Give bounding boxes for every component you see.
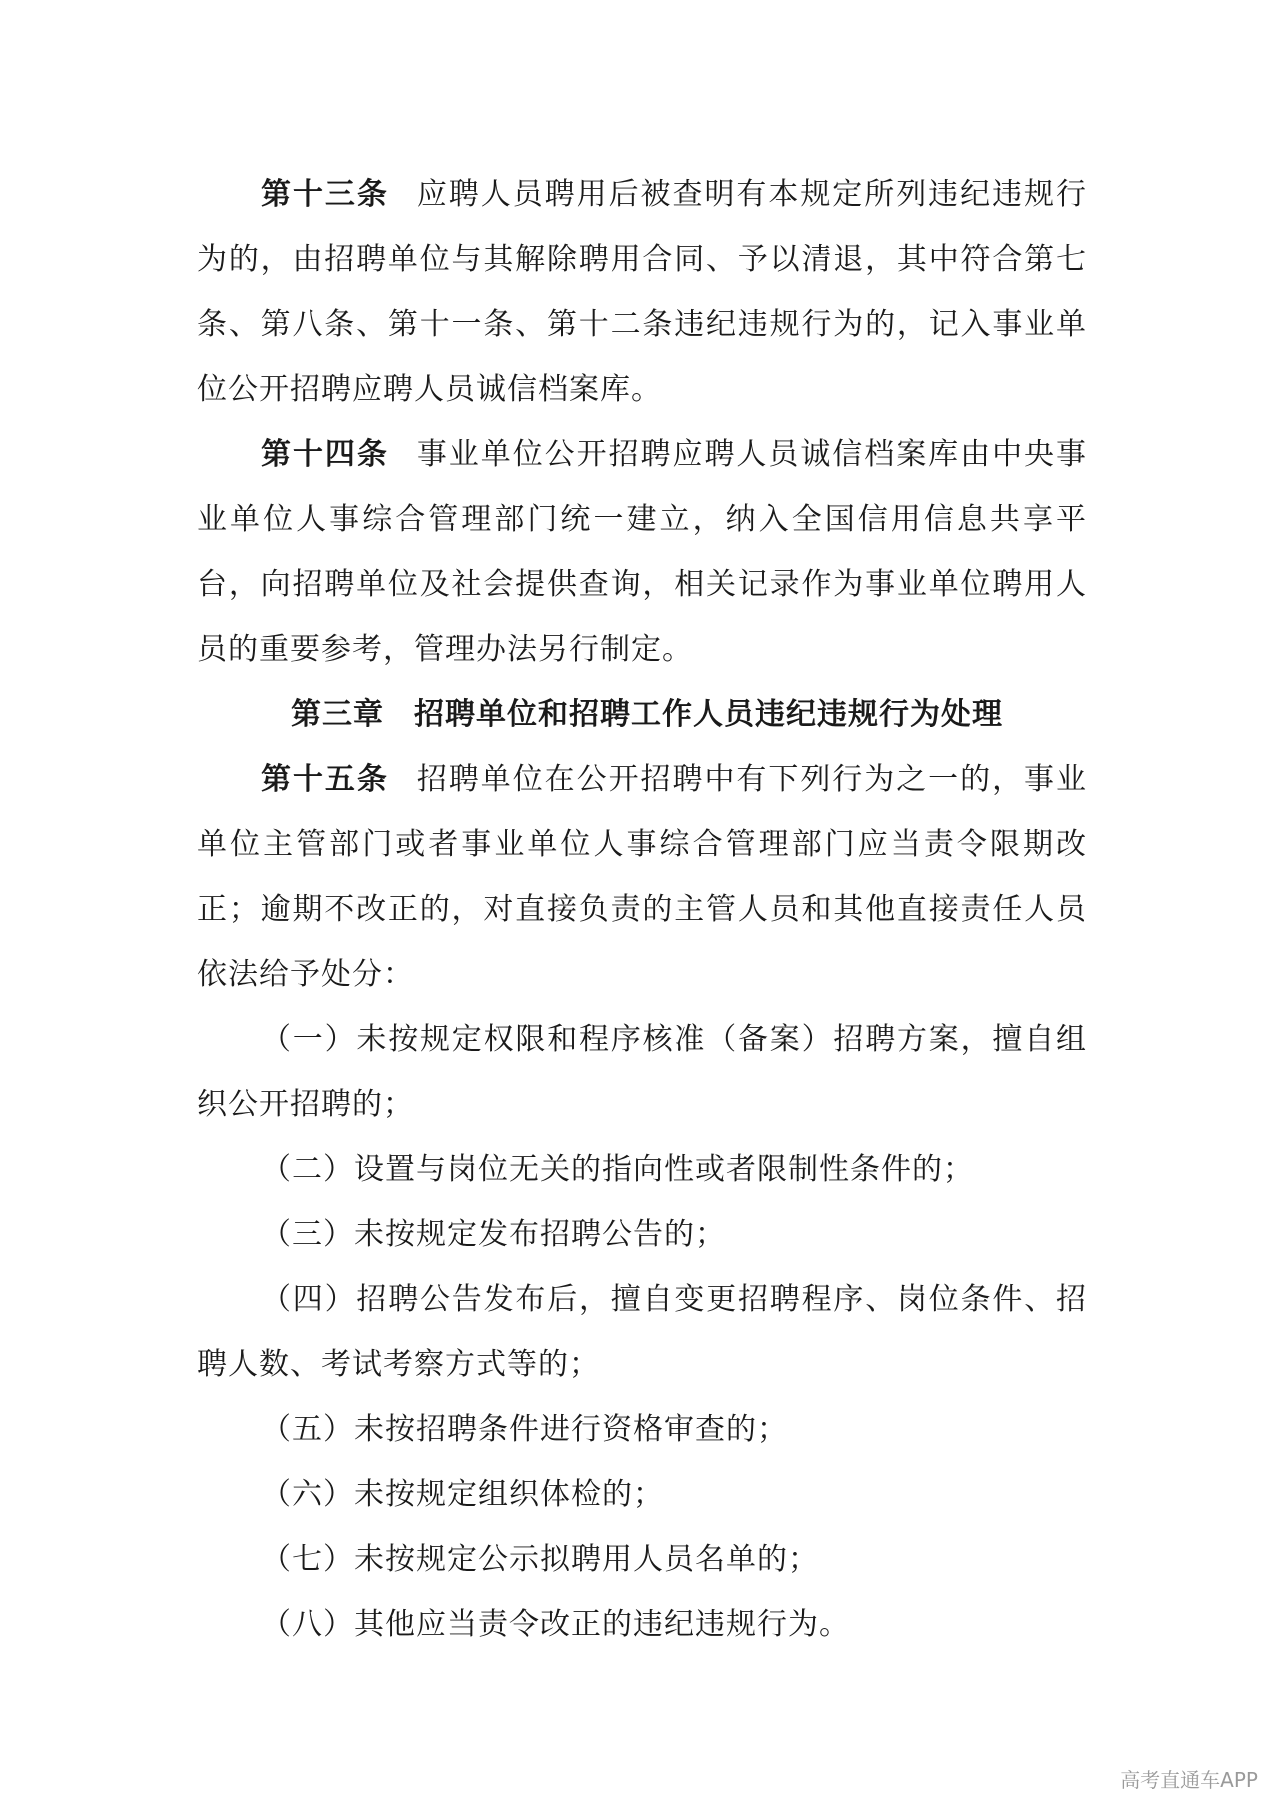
- watermark: 高考直通车APP: [1120, 1768, 1258, 1792]
- list-item: （五）未按招聘条件进行资格审查的；: [261, 1412, 788, 1447]
- chapter-3-number: 第三章: [291, 697, 384, 732]
- article-13-paragraph: [197, 162, 1087, 422]
- article-14-paragraph: [197, 422, 1087, 682]
- article-15-paragraph: [197, 747, 1087, 1007]
- article-13-heading: 第十三条: [261, 177, 389, 212]
- list-item: （六）未按规定组织体检的；: [261, 1477, 664, 1512]
- list-item: （二）设置与岗位无关的指向性或者限制性条件的；: [261, 1152, 974, 1187]
- article-15-text: 招聘单位在公开招聘中有下列行为之一的，事业单位主管部门或者事业单位人事综合管理部门应当责令限期改正；逾期不改正的，对直接负责的主管人员和其他直接责任人员依法给予处分：: [197, 762, 1088, 992]
- article-14-text: 事业单位公开招聘应聘人员诚信档案库由中央事业单位人事综合管理部门统一建立，纳入全国信用信息共享平台，向招聘单位及社会提供查询，相关记录作为事业单位聘用人员的重要参考，管理办法另行制定。: [197, 437, 1088, 667]
- list-item: （八）其他应当责令改正的违纪违规行为。: [261, 1607, 850, 1642]
- chapter-3-heading: [197, 682, 1087, 747]
- list-item: （四）招聘公告发布后，擅自变更招聘程序、岗位条件、招聘人数、考试考察方式等的；: [197, 1282, 1087, 1382]
- document-body: [197, 162, 1087, 1657]
- chapter-3-title: 招聘单位和招聘工作人员违纪违规行为处理: [414, 697, 1003, 732]
- list-item: （一）未按规定权限和程序核准（备案）招聘方案，擅自组织公开招聘的；: [197, 1022, 1087, 1122]
- article-13-text: 应聘人员聘用后被查明有本规定所列违纪违规行为的，由招聘单位与其解除聘用合同、予以清退，其中符合第七条、第八条、第十一条、第十二条违纪违规行为的，记入事业单位公开招聘应聘人员诚信档案库。: [197, 177, 1088, 407]
- list-item: （三）未按规定发布招聘公告的；: [261, 1217, 726, 1252]
- article-14-heading: 第十四条: [261, 437, 389, 472]
- list-item: （七）未按规定公示拟聘用人员名单的；: [261, 1542, 819, 1577]
- article-15-heading: 第十五条: [261, 762, 389, 797]
